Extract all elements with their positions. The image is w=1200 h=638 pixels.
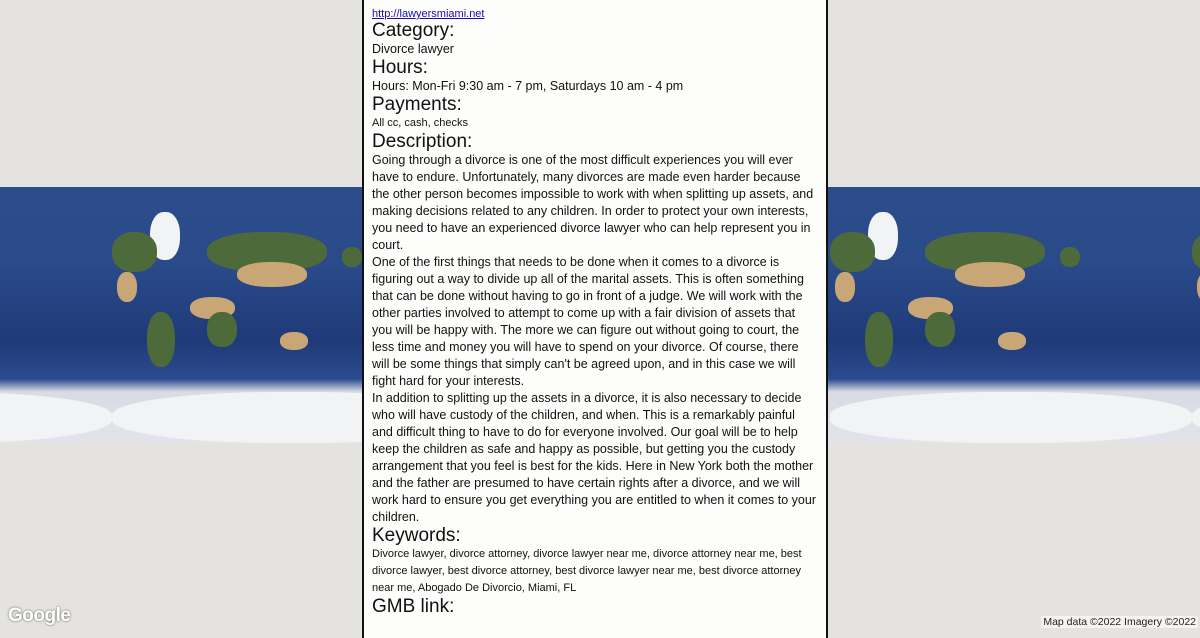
landmass <box>0 392 112 443</box>
landmass <box>342 247 362 267</box>
landmass <box>280 332 308 350</box>
landmass <box>147 312 175 367</box>
google-logo: Google <box>8 605 71 626</box>
payments-value: All cc, cash, checks <box>372 117 468 129</box>
landmass <box>998 332 1026 350</box>
map-tile <box>0 187 112 443</box>
map-tile <box>830 187 1192 443</box>
description-paragraph: In addition to splitting up the assets in a divorce, it is also necessary to decide who will have custody of the children, and when. This is a remarkably painful and difficult thing to have to do for everyone involved. Our goal will be to help keep the children as safe and happy as possible, but getting you the custody arrangement that you feel is best for the kids. Here in New York both the mother and the father are presumed to have certain rights after a divorce, and we will work hard to ensure you get everything you are entitled to when it comes to your children. <box>372 391 816 524</box>
description-paragraph: Going through a divorce is one of the most difficult experiences you will ever have to endure. Unfortunately, many divorces are made even harder because the other person becomes impossible to work with when splitting up assets, and making decisions related to any children. In order to protect your own interests, you need to have an experienced divorce lawyer who can help represent you in court. <box>372 153 814 252</box>
payments-heading: Payments: <box>372 94 462 115</box>
landmass <box>117 272 137 302</box>
hours-value: Hours: Mon-Fri 9:30 am - 7 pm, Saturdays 10 am - 4 pm <box>372 79 684 93</box>
category-heading: Category: <box>372 20 455 41</box>
landmass <box>955 262 1025 287</box>
category-value: Divorce lawyer <box>372 42 454 56</box>
business-listing-panel <box>362 0 828 638</box>
keywords-heading: Keywords: <box>372 525 461 546</box>
landmass <box>1192 392 1200 443</box>
keywords-value: Divorce lawyer, divorce attorney, divorce lawyer near me, divorce attorney near me, best divorce lawyer, best divorce attorney, best divorce lawyer near me, best divorce attorney near me, Abogado De Divorcio, Miami, FL <box>372 548 802 594</box>
hours-heading: Hours: <box>372 57 428 78</box>
landmass <box>835 272 855 302</box>
map-tile <box>1192 187 1200 443</box>
description-heading: Description: <box>372 131 473 152</box>
landmass <box>1060 247 1080 267</box>
landmass <box>207 312 237 347</box>
landmass <box>237 262 307 287</box>
website-link[interactable]: http://lawyersmiami.net <box>372 8 485 20</box>
landmass <box>1192 232 1200 272</box>
gmb-link-heading: GMB link: <box>372 596 455 617</box>
landmass <box>830 232 875 272</box>
landmass <box>925 312 955 347</box>
landmass <box>865 312 893 367</box>
landmass <box>112 232 157 272</box>
map-attribution[interactable]: Map data ©2022 Imagery ©2022 <box>1043 616 1196 628</box>
landmass <box>830 392 1192 443</box>
description-paragraph: One of the first things that needs to be done when it comes to a divorce is figuring out a way to divide up all of the marital assets. This is often something that can be done without having to go in front of a judge. We will work with the other parties involved to attempt to come up with a fair division of assets that you will be happy with. The more we can figure out without going to court, the less time and money you will have to spend on your divorce. Of course, there will be some things that simply can't be agreed upon, and in this case we will fight hard for your interests. <box>372 255 804 388</box>
